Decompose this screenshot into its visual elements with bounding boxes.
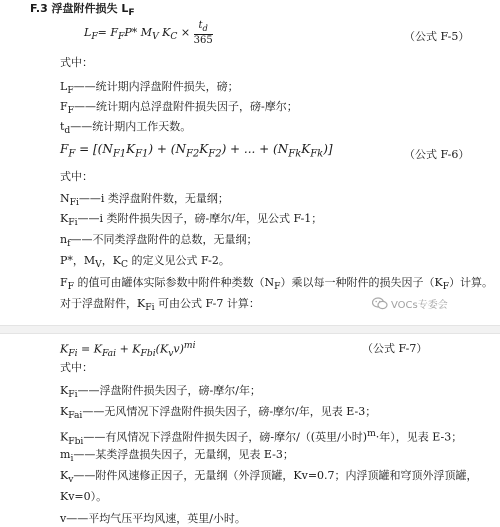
def-ff: $F_F——$统计期内总浮盘附件损失因子，磅-摩尔；: [60, 100, 298, 117]
formula-f6: $F_F = [(N_{F1}K_{F1}) + (N_{F2}K_{F2})$ + ... + $(N_{Fk}K_{Fk})$]: [60, 142, 333, 160]
kfi-calculation-note: 对于浮盘附件，$K_{Fi}$ 可由公式 F-7 计算：: [60, 297, 260, 314]
def-kfbi: $K_{Fbi}——$有风情况下浮盘附件损失因子，磅-摩尔/（(英里/小时)$^m$·年），见表 E-3；: [60, 428, 463, 447]
def-nf: $n_f——$不同类浮盘附件的总数，无量纲；: [60, 233, 258, 250]
formula-f7-number: （公式 F-7）: [362, 342, 428, 355]
formula-f5-number: （公式 F-5）: [404, 30, 470, 43]
section-title: F.3 浮盘附件损失 $L_F$: [30, 2, 135, 19]
page-divider: [0, 325, 500, 334]
def-nfi: $N_{Fi}——i$ 类浮盘附件数，无量纲；: [60, 192, 229, 209]
where-label-3: 式中：: [60, 361, 93, 374]
watermark-text: VOCs专委会: [391, 300, 448, 311]
def-kfi-2: $K_{Fi}——$浮盘附件损失因子，磅-摩尔/年；: [60, 384, 261, 401]
ff-calculation-note: $F_F$ 的值可由罐体实际参数中附件种类数$(N_F)$乘以每一种附件的损失因子$(K_F)$计算。: [60, 276, 494, 293]
def-kv-continued: Kv=0）。: [60, 490, 108, 503]
def-kfai: $K_{Fai}——$无风情况下浮盘附件损失因子，磅-摩尔/年，见表 E-3；: [60, 405, 377, 422]
formula-f6-number: （公式 F-6）: [404, 148, 470, 161]
def-mi: $m_i——$某类浮盘损失因子，无量纲，见表 E-3；: [60, 448, 294, 465]
def-kv: $K_v——$附件风速修正因子，无量纲（外浮顶罐，Kv=0.7；内浮顶罐和穹顶外浮顶罐，: [60, 469, 478, 486]
def-kfi: $K_{Fi}——i$ 类附件损失因子，磅-摩尔/年，见公式 F-1；: [60, 212, 323, 229]
wechat-watermark: [372, 296, 448, 311]
formula-f5: $L_F= F_FP*$ $M_V$ $K_C$ × $\frac{t_d}{365}$: [84, 20, 213, 46]
where-label-1: 式中：: [60, 56, 93, 69]
def-v: v——平均气压平均风速，英里/小时。: [60, 512, 246, 525]
def-td: $t_d——$统计期内工作天数。: [60, 120, 192, 137]
p-star-definition: P*，$M_V$，$K_C$ 的定义见公式 F-2。: [60, 254, 230, 271]
def-lf: $L_F——$统计期内浮盘附件损失，磅；: [60, 80, 239, 97]
wechat-logo-icon: [372, 297, 388, 310]
formula-f7: $K_{Fi} = K_{Fai} + K_{Fbi}(K_vv)^{mi}$: [60, 340, 196, 359]
fraction-td-365: $\frac{t_d}{365}$: [193, 20, 213, 46]
where-label-2: 式中：: [60, 170, 93, 183]
